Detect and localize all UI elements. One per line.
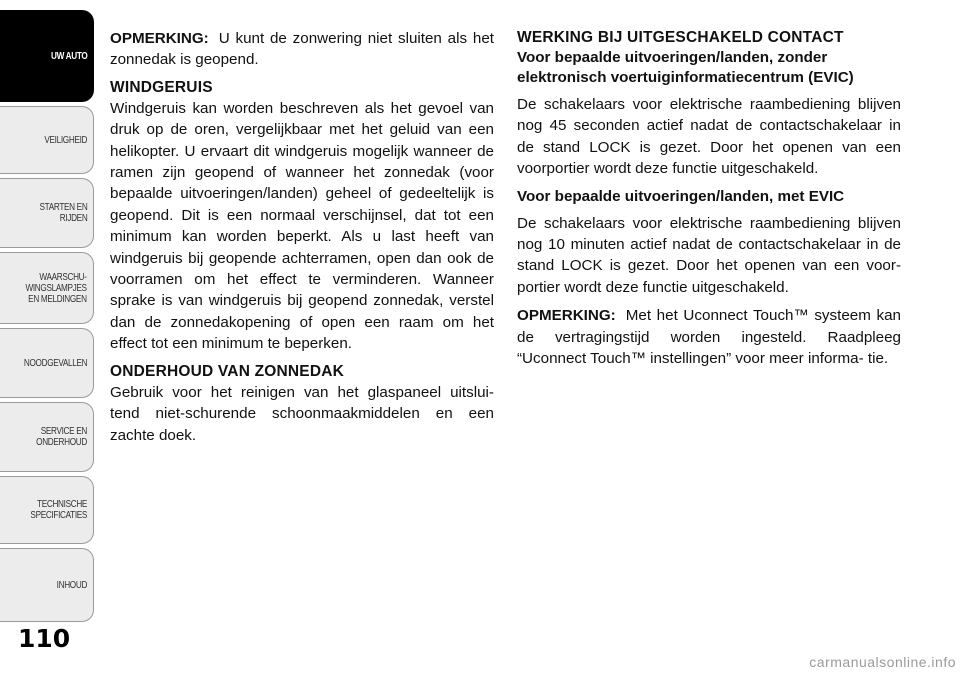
tab-technische-specificaties[interactable] [0, 476, 94, 544]
paragraph-met-evic: De schakelaars voor elektrische raambediening blijven nog 10 minuten actief nadat de contactschakelaar in de stand LOCK is gezet. Door het openen van een voor- portier wordt deze functie uitgeschakeld. [517, 214, 901, 296]
tab-label: VEILIGHEID [44, 134, 87, 146]
left-column [110, 28, 494, 453]
tab-waarschuwingslampjes[interactable] [0, 252, 94, 324]
heading-onderhoud-zonnedak: ONDERHOUD VAN ZONNEDAK [110, 362, 345, 380]
heading-werking-uitgeschakeld: WERKING BIJ UITGESCHAKELD CONTACT [517, 29, 844, 46]
note-text: Met het Uconnect Touch™ systeem kan de vertragingstijd worden ingesteld. Raadpleeg “Uconnect Touch™ instellingen” voor meer informa- tie. [517, 307, 901, 368]
watermark: carmanualsonline.info [809, 654, 956, 670]
note-zonwering [110, 28, 494, 71]
note-text: U kunt de zonwering niet sluiten als het zonnedak is geopend. [110, 30, 494, 69]
tab-label: SERVICE EN ONDERHOUD [36, 426, 87, 448]
note-uconnect [517, 305, 901, 369]
paragraph-onderhoud: Gebruik voor het reinigen van het glaspaneel uitslui- tend niet-schurende schoonmaakmiddelen en een zachte doek. [110, 383, 494, 444]
tab-uw-auto[interactable] [0, 10, 94, 102]
chapter-tab-sidebar [0, 0, 100, 640]
note-label: OPMERKING: [517, 307, 616, 325]
heading-windgeruis: WINDGERUIS [110, 78, 213, 96]
page-number: 110 [18, 624, 71, 653]
tab-label: INHOUD [56, 579, 87, 591]
right-column [517, 28, 901, 376]
tab-service-en-onderhoud[interactable] [0, 402, 94, 472]
tab-label: UW AUTO [50, 50, 87, 62]
tab-veiligheid[interactable] [0, 106, 94, 174]
note-label: OPMERKING: [110, 30, 209, 47]
subheading-met-evic: Voor bepaalde uitvoeringen/landen, met EVIC [517, 187, 845, 205]
tab-label: NOODGEVALLEN [23, 357, 87, 369]
subheading-zonder-evic: Voor bepaalde uitvoeringen/landen, zonder elektronisch voertuiginformatiecentrum (EVIC) [517, 49, 854, 86]
tab-label: WAARSCHU- WINGSLAMPJES EN MELDINGEN [25, 271, 87, 305]
tab-inhoud[interactable] [0, 548, 94, 622]
tab-label: TECHNISCHE SPECIFICATIES [30, 499, 87, 521]
tab-label: STARTEN EN RIJDEN [39, 202, 87, 224]
paragraph-windgeruis: Windgeruis kan worden beschreven als het gevoel van druk op de oren, vergelijkbaar met het geluid van een helikopter. U ervaart dit windgeruis mogelijk wanneer de ramen zijn geopend of wanneer het zonnedak (voor bepaalde uitvoeringen/landen) geheel of gedeeltelijk is geopend. Dit is een normaal verschijnsel, dat tot een minimum kan worden beperkt. Als u last heeft van windgeruis bij geopende achterramen, open dan ook de voorramen om het effect te verminderen. Wanneer sprake is van windgeruis bij geopend zonnedak, verstel dan de zonnedakopening of open een raam om het effect tot een minimum te beperken. [110, 99, 494, 353]
tab-noodgevallen[interactable] [0, 328, 94, 398]
paragraph-zonder-evic: De schakelaars voor elektrische raambediening blijven nog 45 seconden actief nadat de contactschakelaar in de stand LOCK is gezet. Door het openen van een voorportier wordt deze functie uitgeschakeld. [517, 96, 901, 178]
tab-starten-en-rijden[interactable] [0, 178, 94, 248]
